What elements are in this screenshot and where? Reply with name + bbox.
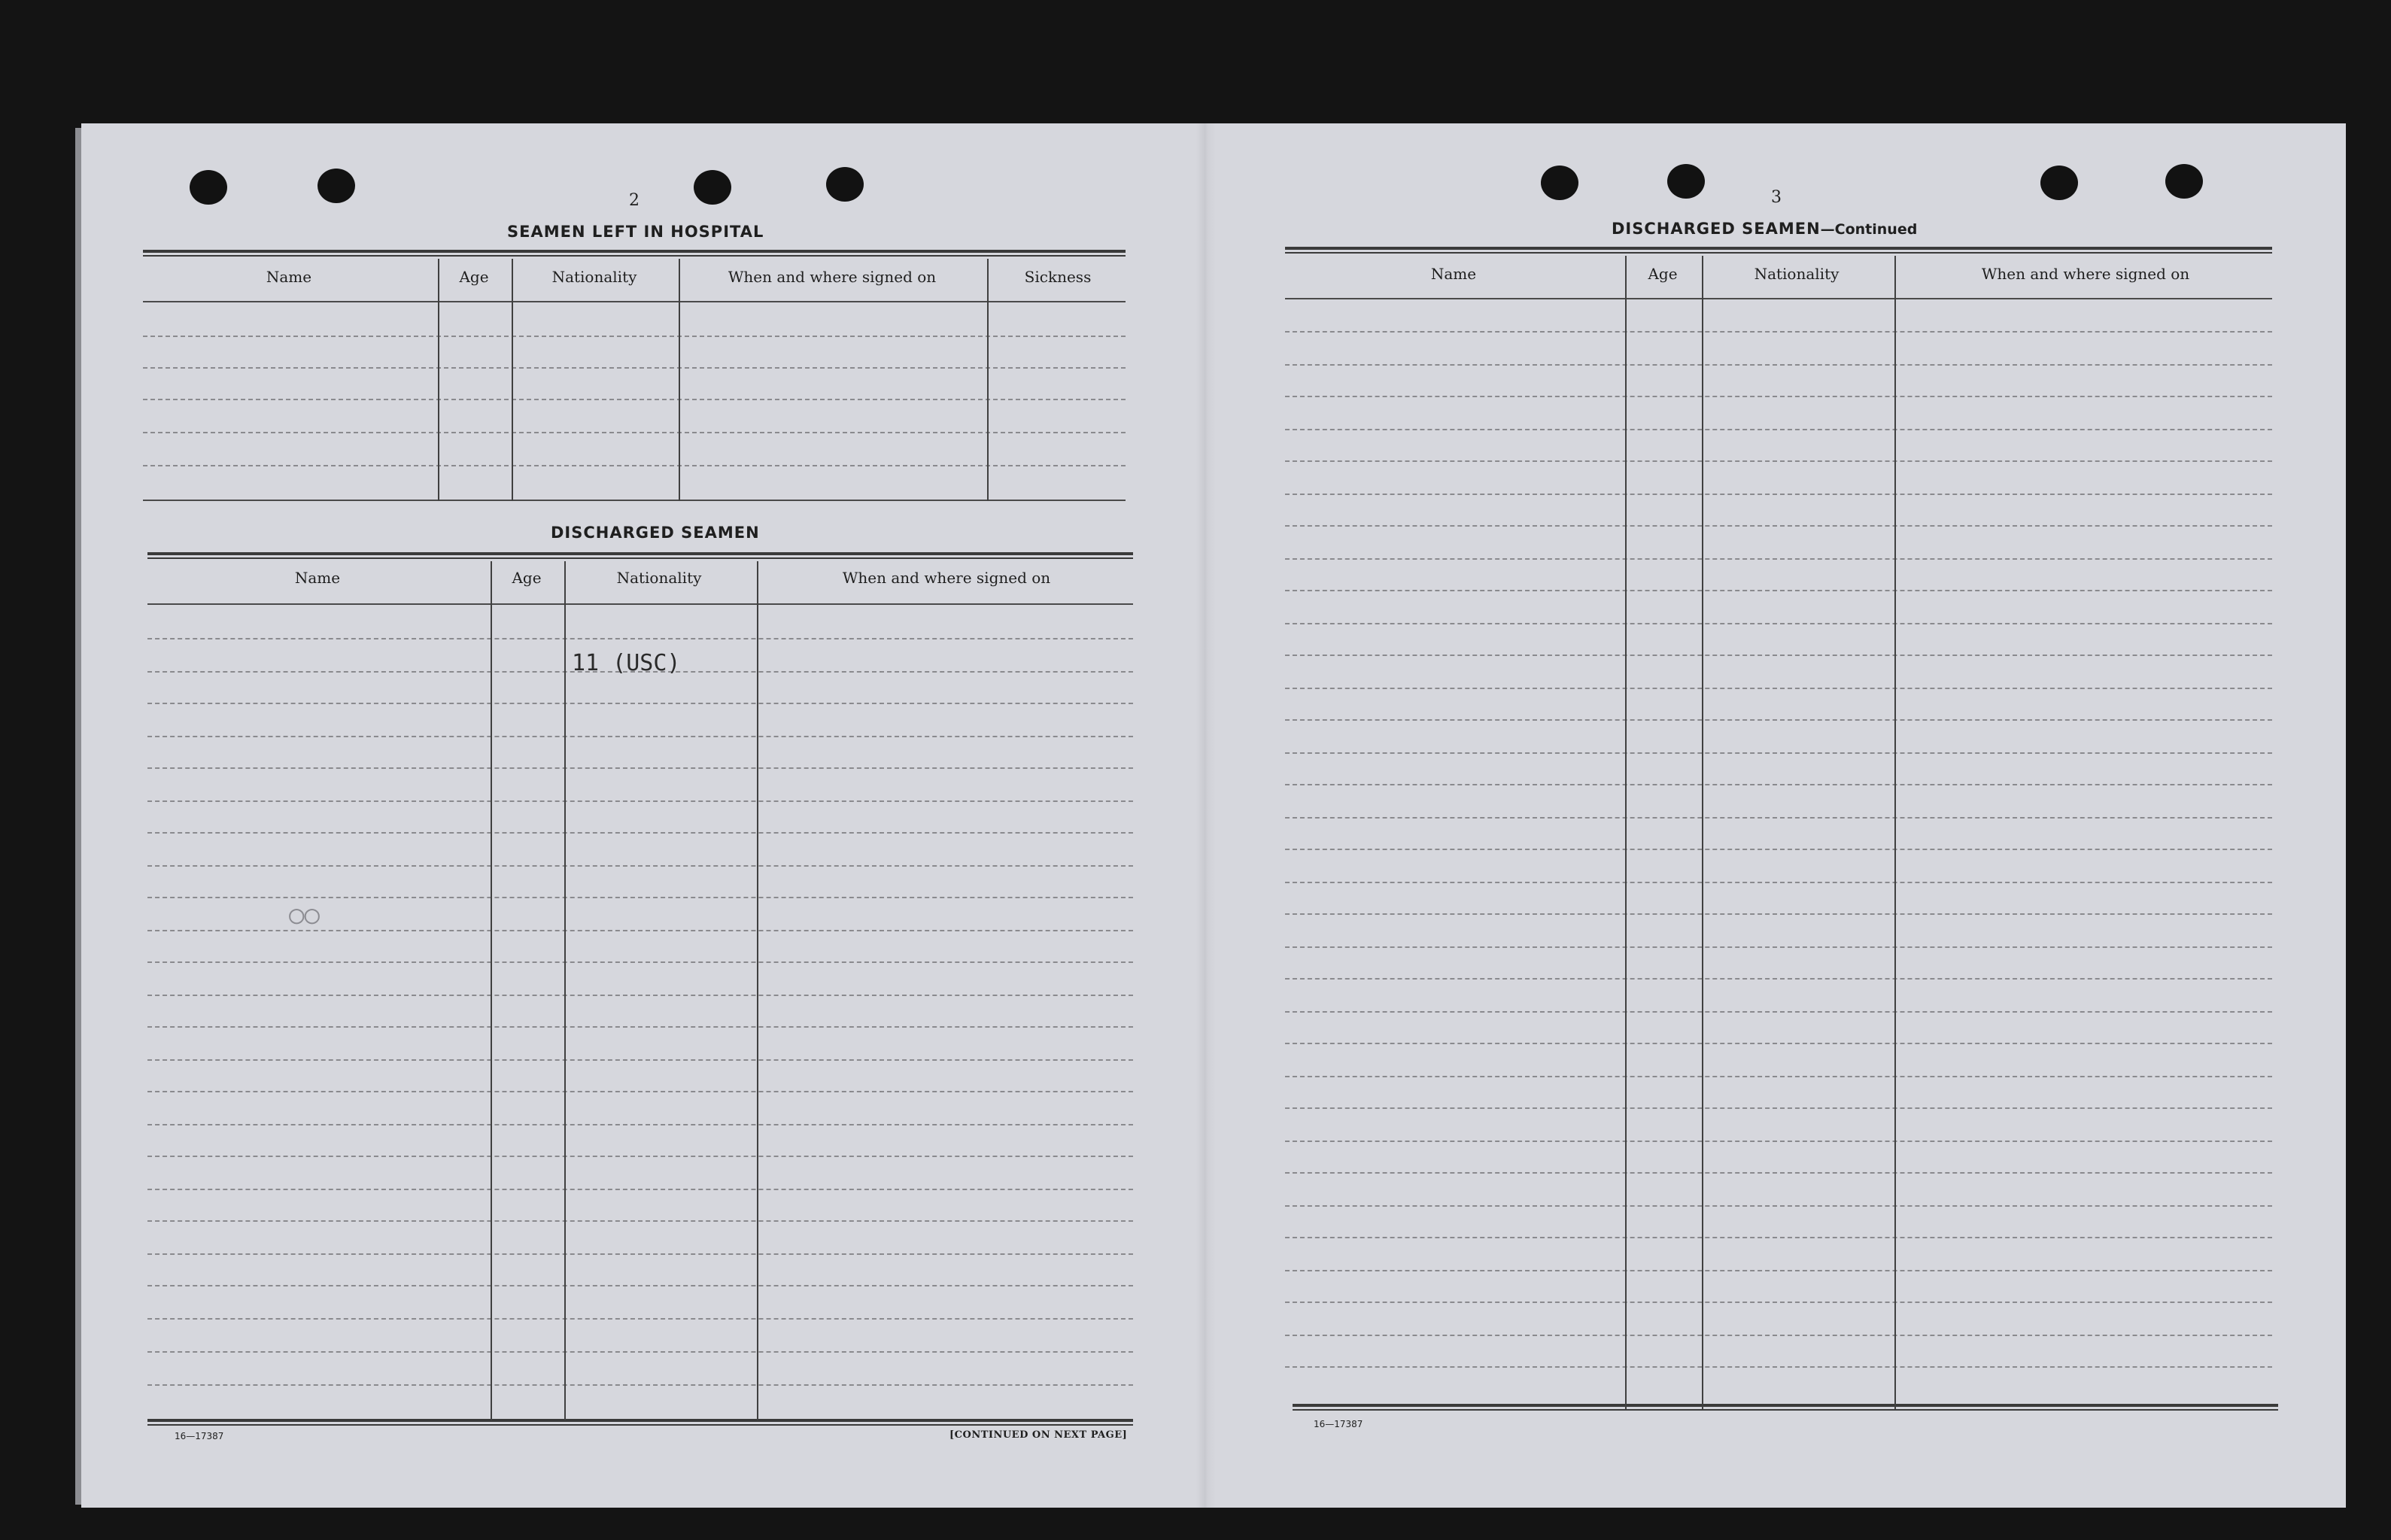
table-row-line	[147, 1091, 1133, 1092]
continued-col-divider	[1625, 256, 1627, 1410]
table-row-line	[1285, 1141, 2272, 1142]
table-row-line	[1285, 1107, 2272, 1109]
table-row-line	[147, 995, 1133, 996]
form-code: 16—17387	[175, 1431, 224, 1441]
table-row-line	[147, 1189, 1133, 1190]
table-row-line	[143, 399, 1126, 400]
table-row-line	[147, 1220, 1133, 1222]
table-row-line	[1285, 429, 2272, 430]
faint-stamp-mark: ○○	[289, 900, 320, 930]
table-row-line	[1285, 655, 2272, 656]
hospital-header-rule	[143, 301, 1126, 302]
table-row-line	[1285, 1270, 2272, 1271]
continued-col-age: Age	[1648, 265, 1678, 283]
table-row-line	[147, 800, 1133, 802]
continued-top-rule	[1285, 247, 2272, 254]
table-row-line	[147, 767, 1133, 769]
table-row-line	[1285, 525, 2272, 527]
table-row-line	[1285, 590, 2272, 591]
nationality-entry: 11 (USC)	[572, 650, 681, 676]
table-row-line	[1285, 1011, 2272, 1013]
discharged-col-nationality: Nationality	[616, 569, 702, 587]
table-row-line	[1285, 1302, 2272, 1303]
table-row-line	[1285, 946, 2272, 948]
table-row-line	[147, 736, 1133, 737]
continued-col-divider	[1894, 256, 1896, 1410]
continued-col-divider	[1702, 256, 1703, 1410]
table-row-line	[1285, 460, 2272, 462]
table-row-line	[143, 432, 1126, 433]
discharged-top-rule	[147, 552, 1133, 559]
discharged-col-name: Name	[294, 569, 341, 587]
table-row-line	[1285, 752, 2272, 754]
table-row-line	[1285, 558, 2272, 560]
table-row-line	[143, 465, 1126, 466]
table-row-line	[1285, 1043, 2272, 1044]
discharged-col-divider	[491, 561, 492, 1420]
table-row-line	[143, 336, 1126, 337]
hospital-col-divider	[438, 259, 439, 501]
punch-hole	[1541, 166, 1578, 200]
punch-hole	[826, 167, 864, 202]
continued-bottom-rule	[1293, 1404, 2278, 1411]
discharged-section-title: DISCHARGED SEAMEN	[551, 524, 760, 542]
continued-col-nationality: Nationality	[1754, 265, 1840, 283]
table-row-line	[1285, 784, 2272, 785]
discharged-col-divider	[564, 561, 566, 1420]
table-row-line	[1285, 817, 2272, 819]
continued-col-signed-on: When and where signed on	[1981, 265, 2190, 283]
table-row-line	[1285, 719, 2272, 721]
table-row-line	[147, 703, 1133, 704]
table-row-line	[147, 1351, 1133, 1353]
discharged-bottom-rule	[147, 1419, 1133, 1426]
table-row-line	[1285, 978, 2272, 980]
discharged-continued-title	[1612, 220, 1917, 238]
table-row-line	[147, 865, 1133, 867]
hospital-col-nationality: Nationality	[551, 268, 637, 286]
punch-hole	[694, 170, 731, 205]
table-row-line	[147, 638, 1133, 639]
discharged-col-age: Age	[512, 569, 542, 587]
table-row-line	[1285, 1237, 2272, 1238]
table-row-line	[1285, 396, 2272, 397]
table-row-line	[147, 897, 1133, 898]
table-row-line	[147, 832, 1133, 834]
continued-note: [CONTINUED ON NEXT PAGE]	[949, 1429, 1128, 1441]
table-row-line	[1285, 623, 2272, 624]
page-number: 3	[1771, 188, 1782, 207]
punch-hole	[317, 169, 355, 203]
table-row-line	[147, 1026, 1133, 1028]
continued-col-name: Name	[1430, 265, 1477, 283]
form-code: 16—17387	[1314, 1419, 1363, 1429]
hospital-col-divider	[512, 259, 513, 501]
hospital-top-rule	[143, 250, 1126, 257]
hospital-col-age: Age	[459, 268, 489, 286]
discharged-col-signed-on: When and where signed on	[842, 569, 1051, 587]
table-row-line	[147, 961, 1133, 963]
table-row-line	[147, 1124, 1133, 1125]
table-row-line	[147, 1285, 1133, 1286]
table-row-line	[1285, 849, 2272, 850]
hospital-col-name: Name	[266, 268, 312, 286]
table-row-line	[1285, 494, 2272, 495]
table-row-line	[143, 367, 1126, 369]
table-row-line	[1285, 1366, 2272, 1368]
discharged-continued-title-suffix: —Continued	[1820, 221, 1918, 238]
discharged-col-divider	[757, 561, 758, 1420]
table-row-line	[1285, 331, 2272, 333]
table-row-line	[147, 1318, 1133, 1320]
punch-hole	[190, 170, 227, 205]
hospital-col-divider	[679, 259, 680, 501]
punch-hole	[2040, 166, 2078, 200]
page-number: 2	[629, 191, 640, 210]
hospital-bottom-rule	[143, 500, 1126, 501]
hospital-col-sickness: Sickness	[1024, 268, 1092, 286]
punch-hole	[2165, 164, 2203, 199]
punch-hole	[1667, 164, 1705, 199]
table-row-line	[1285, 364, 2272, 366]
page-fold	[1196, 123, 1216, 1508]
table-row-line	[147, 1059, 1133, 1061]
discharged-header-rule	[147, 603, 1133, 605]
hospital-col-divider	[987, 259, 989, 501]
continued-header-rule	[1285, 298, 2272, 299]
table-row-line	[1285, 913, 2272, 915]
table-row-line	[1285, 1076, 2272, 1077]
table-row-line	[147, 1384, 1133, 1386]
table-row-line	[1285, 882, 2272, 883]
table-row-line	[147, 1156, 1133, 1157]
hospital-col-signed-on: When and where signed on	[728, 268, 937, 286]
hospital-section-title: SEAMEN LEFT IN HOSPITAL	[507, 223, 764, 241]
discharged-continued-title-main: DISCHARGED SEAMEN	[1612, 220, 1821, 238]
table-row-line	[147, 1253, 1133, 1255]
table-row-line	[1285, 1172, 2272, 1174]
table-row-line	[1285, 688, 2272, 689]
table-row-line	[147, 930, 1133, 931]
table-row-line	[1285, 1205, 2272, 1207]
table-row-line	[1285, 1335, 2272, 1336]
